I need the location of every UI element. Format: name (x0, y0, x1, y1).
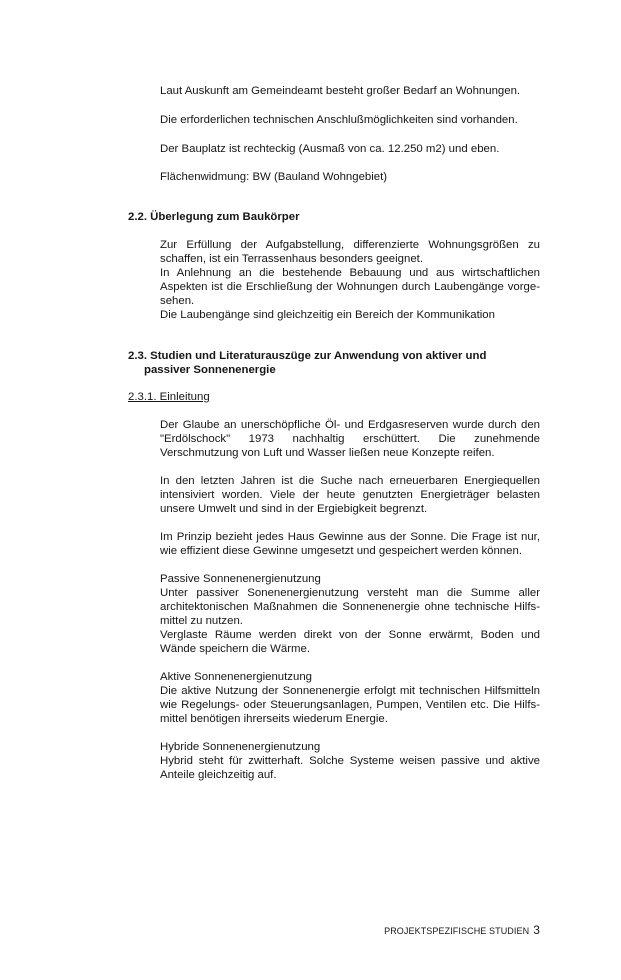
paragraph-terrassenhaus: Zur Erfüllung der Aufgabstellung, differenzierte Wohnungsgrößen zu schaffen, ist ein Terrassenhaus besonders geeignet. (160, 239, 540, 265)
heading-2-2: 2.2. Überlegung zum Baukörper (128, 211, 300, 223)
intro-line-demand: Laut Auskunft am Gemeindeamt besteht großer Bedarf an Wohnungen. (160, 85, 521, 97)
paragraph-prinzip: Im Prinzip bezieht jedes Haus Gewinne aus der Sonne. Die Frage ist nur, wie effizient diese Gewinne umgesetzt und gespeichert werden können. (160, 531, 540, 557)
paragraph-active: Die aktive Nutzung der Sonnenenergie erfolgt mit technischen Hilfsmitteln wie Regelungs- oder Steuerungsanlagen, Pumpen, Ventilen etc. Die Hilfs-mittel benötigen ihrerseits wiederum Energie. (160, 685, 540, 725)
page-footer (360, 923, 540, 938)
heading-2-3 (128, 349, 548, 377)
heading-2-3-line1: 2.3. Studien und Literaturauszüge zur Anwendung von aktiver und (128, 350, 487, 362)
paragraph-laubengaenge: In Anlehnung an die bestehende Bebauung und aus wirtschaftlichen Aspekten ist die Erschließung der Wohnungen durch Laubengänge vorge-sehen. (160, 267, 540, 307)
heading-2-3-1: 2.3.1. Einleitung (128, 391, 210, 403)
paragraph-passive-definition: Unter passiver Sonenenergienutzung versteht man die Summe aller architektonischen Maßnahmen die Sonnenenergie ohne technische Hilfs-mittel zu nutzen. (160, 587, 540, 627)
paragraph-passive-raeume: Verglaste Räume werden direkt von der Sonne erwärmt, Boden und Wände speichern die Wärme. (160, 629, 540, 655)
paragraph-erdoelschock: Der Glaube an unerschöpfliche Öl- und Erdgasreserven wurde durch den "Erdölschock" 1973 nachhaltig erschüttert. Die zunehmende Verschmutzung von Luft und Wasser ließen neue Konzepte reifen. (160, 419, 540, 459)
section-2-2-body (160, 238, 540, 322)
subheading-passive: Passive Sonnenenergienutzung (160, 573, 321, 585)
intro-line-connections: Die erforderlichen technischen Anschlußmöglichkeiten sind vorhanden. (160, 114, 518, 126)
paragraph-hybrid: Hybrid steht für zwitterhaft. Solche Systeme weisen passive und aktive Anteile gleichzeitig auf. (160, 755, 540, 781)
footer-label: PROJEKTSPEZIFISCHE STUDIEN (384, 926, 530, 936)
intro-line-plot: Der Bauplatz ist rechteckig (Ausmaß von ca. 12.250 m2) und eben. (160, 143, 500, 155)
paragraph-energiequellen: In den letzten Jahren ist die Suche nach erneuerbaren Energiequellen intensiviert worden. Viele der heute genutzten Energieträger belasten unsere Umwelt und sind in der Ergiebigkeit begrenzt. (160, 475, 540, 515)
section-2-3-1-body (160, 418, 540, 782)
subheading-active: Aktive Sonnenenergienutzung (160, 671, 312, 683)
page-number: 3 (533, 923, 540, 937)
paragraph-kommunikation: Die Laubengänge sind gleichzeitig ein Bereich der Kommunikation (160, 309, 495, 321)
heading-2-3-line2: passiver Sonnenenergie (144, 364, 276, 376)
intro-line-zoning: Flächenwidmung: BW (Bauland Wohngebiet) (160, 171, 388, 183)
subheading-hybrid: Hybride Sonnenenergienutzung (160, 741, 321, 753)
